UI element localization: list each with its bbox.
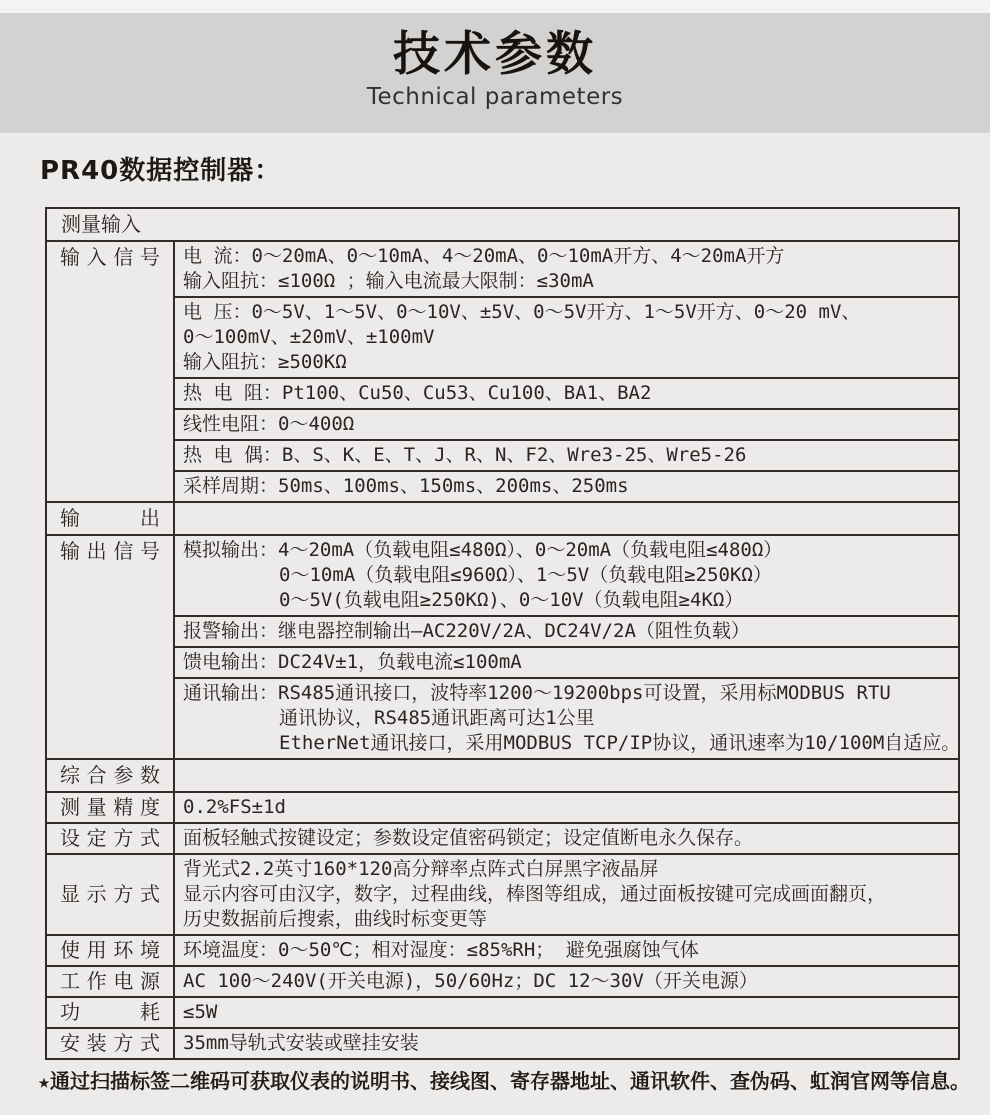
spec-label: 使用环境: [46, 935, 174, 966]
spec-line: ≤5W: [183, 1001, 218, 1023]
spec-value: [174, 647, 959, 678]
empty-cell: [174, 759, 959, 792]
spec-label: 工作电源: [46, 966, 174, 997]
product-heading: PR40数据控制器：: [40, 156, 282, 186]
spec-label: 设定方式: [46, 823, 174, 854]
section-label: 综合参数: [46, 759, 174, 792]
table-row-section-output: [46, 502, 959, 535]
spec-line: 通讯输出：RS485通讯接口，波特率1200～19200bps可设置，采用标MODBUS RTU: [183, 682, 891, 704]
spec-line: 电 压：0～5V、1～5V、0～10V、±5V、0～5V开方、1～5V开方、0～20 mV、: [183, 301, 861, 323]
spec-value: [174, 409, 959, 440]
spec-line: 热 电 偶：B、S、K、E、T、J、R、N、F2、Wre3-25、Wre5-26: [183, 444, 747, 466]
spec-line: 显示内容可由汉字，数字，过程曲线，棒图等组成，通过面板按键可完成画面翻页，: [183, 883, 887, 905]
spec-line: 热 电 阻：Pt100、Cu50、Cu53、Cu100、BA1、BA2: [183, 382, 652, 404]
qr-footnote: ★通过扫描标签二维码可获取仪表的说明书、接线图、寄存器地址、通讯软件、查伪码、虹润官网等信息。: [38, 1069, 971, 1093]
spec-table: [45, 207, 960, 1060]
table-row-setting: [46, 823, 959, 854]
table-row: [46, 678, 959, 759]
table-row: [46, 409, 959, 440]
spec-label: 功耗: [46, 997, 174, 1028]
table-row-installation: [46, 1028, 959, 1059]
table-row: [46, 471, 959, 502]
spec-value: [174, 678, 959, 759]
spec-line: 输入阻抗：≥500KΩ: [183, 351, 347, 373]
spec-value: [174, 440, 959, 471]
spec-line: 采样周期：50ms、100ms、150ms、200ms、250ms: [183, 475, 629, 497]
spec-line: 馈电输出：DC24V±1，负载电流≤100mA: [183, 651, 522, 673]
table-row-display: [46, 854, 959, 935]
spec-line: 环境温度：0～50℃；相对湿度：≤85%RH； 避免强腐蚀气体: [183, 939, 699, 961]
spec-value: [174, 997, 959, 1028]
spec-value: [174, 241, 959, 297]
spec-line: 0～10mA（负载电阻≤960Ω）、1～5V（负载电阻≥250KΩ）: [279, 564, 772, 586]
table-row-input-signal: [46, 241, 959, 297]
spec-line: 0～100mV、±20mV、±100mV: [183, 326, 435, 348]
table-row-section-general: [46, 759, 959, 792]
spec-line: 面板轻触式按键设定；参数设定值密码锁定；设定值断电永久保存。: [183, 827, 754, 849]
page-title: 技术参数: [393, 27, 597, 82]
table-row-power-supply: [46, 966, 959, 997]
empty-cell: [174, 502, 959, 535]
table-row: [46, 647, 959, 678]
spec-value: [174, 823, 959, 854]
spec-label: 显示方式: [46, 854, 174, 935]
spec-value: [174, 471, 959, 502]
spec-value: [174, 616, 959, 647]
spec-line: 模拟输出：4～20mA（负载电阻≤480Ω）、0～20mA（负载电阻≤480Ω）: [183, 539, 783, 561]
section-label: 测量输入: [46, 208, 959, 241]
spec-line: 电 流：0～20mA、0～10mA、4～20mA、0～10mA开方、4～20mA开方: [183, 245, 785, 267]
table-row-section-measure-input: [46, 208, 959, 241]
section-label: 输出: [46, 502, 174, 535]
spec-line: 背光式2.2英寸160*120高分辩率点阵式白屏黑字液晶屏: [183, 858, 659, 880]
spec-label: 测量精度: [46, 792, 174, 823]
spec-line: 报警输出：继电器控制输出—AC220V/2A、DC24V/2A（阻性负载）: [183, 620, 750, 642]
spec-label: 安装方式: [46, 1028, 174, 1059]
spec-line: 历史数据前后搜索，曲线时标变更等: [183, 908, 488, 930]
spec-value: [174, 935, 959, 966]
spec-value: [174, 854, 959, 935]
table-row-output-signal: [46, 535, 959, 616]
table-row: [46, 440, 959, 471]
table-row-consumption: [46, 997, 959, 1028]
title-band: [0, 13, 990, 133]
spec-line: EtherNet通讯接口，采用MODBUS TCP/IP协议，通讯速率为10/100M自适应。: [279, 732, 961, 754]
spec-label: 输入信号: [46, 241, 174, 502]
spec-value: [174, 535, 959, 616]
spec-line: 通讯协议，RS485通讯距离可达1公里: [279, 707, 595, 729]
table-row-environment: [46, 935, 959, 966]
spec-value: [174, 378, 959, 409]
spec-line: AC 100～240V(开关电源)，50/60Hz；DC 12～30V（开关电源）: [183, 970, 758, 992]
table-row: [46, 297, 959, 378]
spec-value: [174, 792, 959, 823]
spec-value: [174, 966, 959, 997]
spec-line: 输入阻抗：≤100Ω ；输入电流最大限制：≤30mA: [183, 270, 594, 292]
top-strip: [0, 0, 990, 13]
table-row: [46, 616, 959, 647]
spec-line: 线性电阻：0～400Ω: [183, 413, 355, 435]
spec-line: 0.2%FS±1d: [183, 796, 286, 818]
spec-line: 35mm导轨式安装或壁挂安装: [183, 1032, 419, 1054]
spec-value: [174, 297, 959, 378]
spec-label: 输出信号: [46, 535, 174, 759]
page-subtitle: Technical parameters: [366, 84, 624, 110]
spec-line: 0～5V(负载电阻≥250KΩ)、0～10V（负载电阻≥4KΩ）: [279, 589, 744, 611]
spec-value: [174, 1028, 959, 1059]
table-row: [46, 378, 959, 409]
table-row-accuracy: [46, 792, 959, 823]
